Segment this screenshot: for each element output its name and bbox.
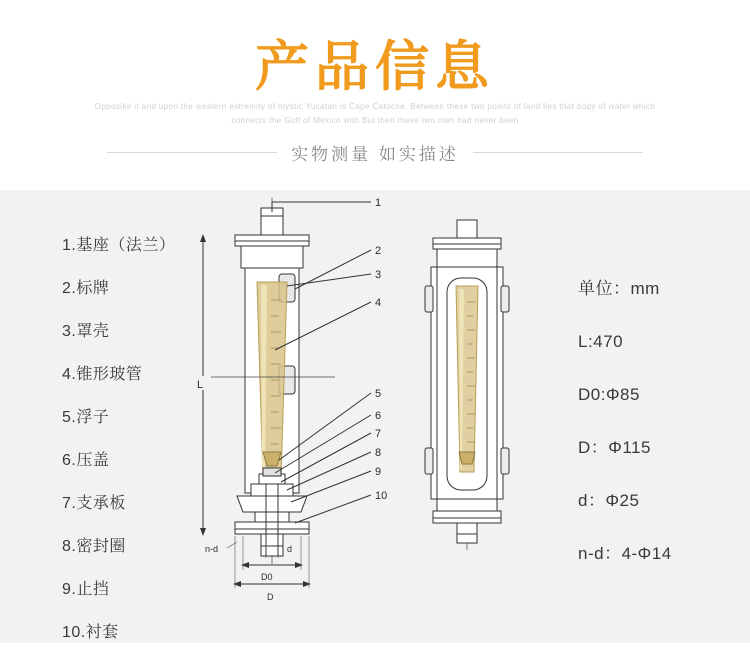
diagram-panel	[0, 190, 750, 643]
part-item-1: 1.基座（法兰）	[62, 237, 176, 254]
part-item-3: 3.罩壳	[62, 323, 110, 340]
spec-d0: D0:Φ85	[578, 385, 640, 404]
dimension-label-D0: D0	[261, 572, 273, 582]
part-item-10: 10.衬套	[62, 624, 119, 641]
spec-length: L:470	[578, 332, 624, 351]
part-item-6: 6.压盖	[62, 452, 110, 469]
part-item-7: 7.支承板	[62, 495, 126, 512]
banner-subtitle-line-1: Opposike it and upon the western extremity of mystic Yucatan is Cape Catoche. Between these two points of land lies that body of water which	[94, 102, 656, 111]
slogan-row	[0, 140, 750, 165]
callout-9: 9	[375, 466, 382, 478]
callout-5: 5	[375, 388, 382, 400]
header-banner	[0, 0, 750, 190]
callout-10: 10	[375, 490, 388, 502]
callout-2: 2	[375, 245, 382, 257]
callout-7: 7	[375, 428, 382, 440]
page-title: 产品信息	[255, 35, 495, 98]
flowmeter-drawing-svg	[175, 190, 575, 643]
callout-3: 3	[375, 269, 382, 281]
banner-subtitle	[0, 100, 750, 128]
callout-4: 4	[375, 297, 382, 309]
part-item-2: 2.标牌	[62, 280, 110, 297]
callout-8: 8	[375, 447, 382, 459]
spec-hole-count: n-d：4-Φ14	[578, 544, 672, 563]
slogan-text: 实物测量 如实描述	[291, 145, 459, 164]
divider-left	[107, 152, 277, 153]
part-item-9: 9.止挡	[62, 581, 110, 598]
part-item-4: 4.锥形玻管	[62, 366, 143, 383]
spec-unit: 单位：mm	[578, 279, 660, 298]
spec-bore: d：Φ25	[578, 491, 640, 510]
spec-d: D：Φ115	[578, 438, 651, 457]
banner-subtitle-line-2: connects the Gulf of Mexico with But then these two men had never been	[231, 116, 519, 125]
divider-right	[473, 152, 643, 153]
dimension-label-nd: n-d	[205, 544, 219, 554]
spec-list	[578, 278, 748, 596]
part-item-8: 8.密封圈	[62, 538, 126, 555]
dimension-label-D: D	[267, 592, 274, 602]
callout-1: 1	[375, 197, 382, 209]
dimension-label-L: L	[197, 379, 204, 391]
technical-drawing	[175, 190, 575, 643]
part-item-5: 5.浮子	[62, 409, 110, 426]
dimension-label-d: d	[287, 544, 293, 554]
callout-6: 6	[375, 410, 382, 422]
